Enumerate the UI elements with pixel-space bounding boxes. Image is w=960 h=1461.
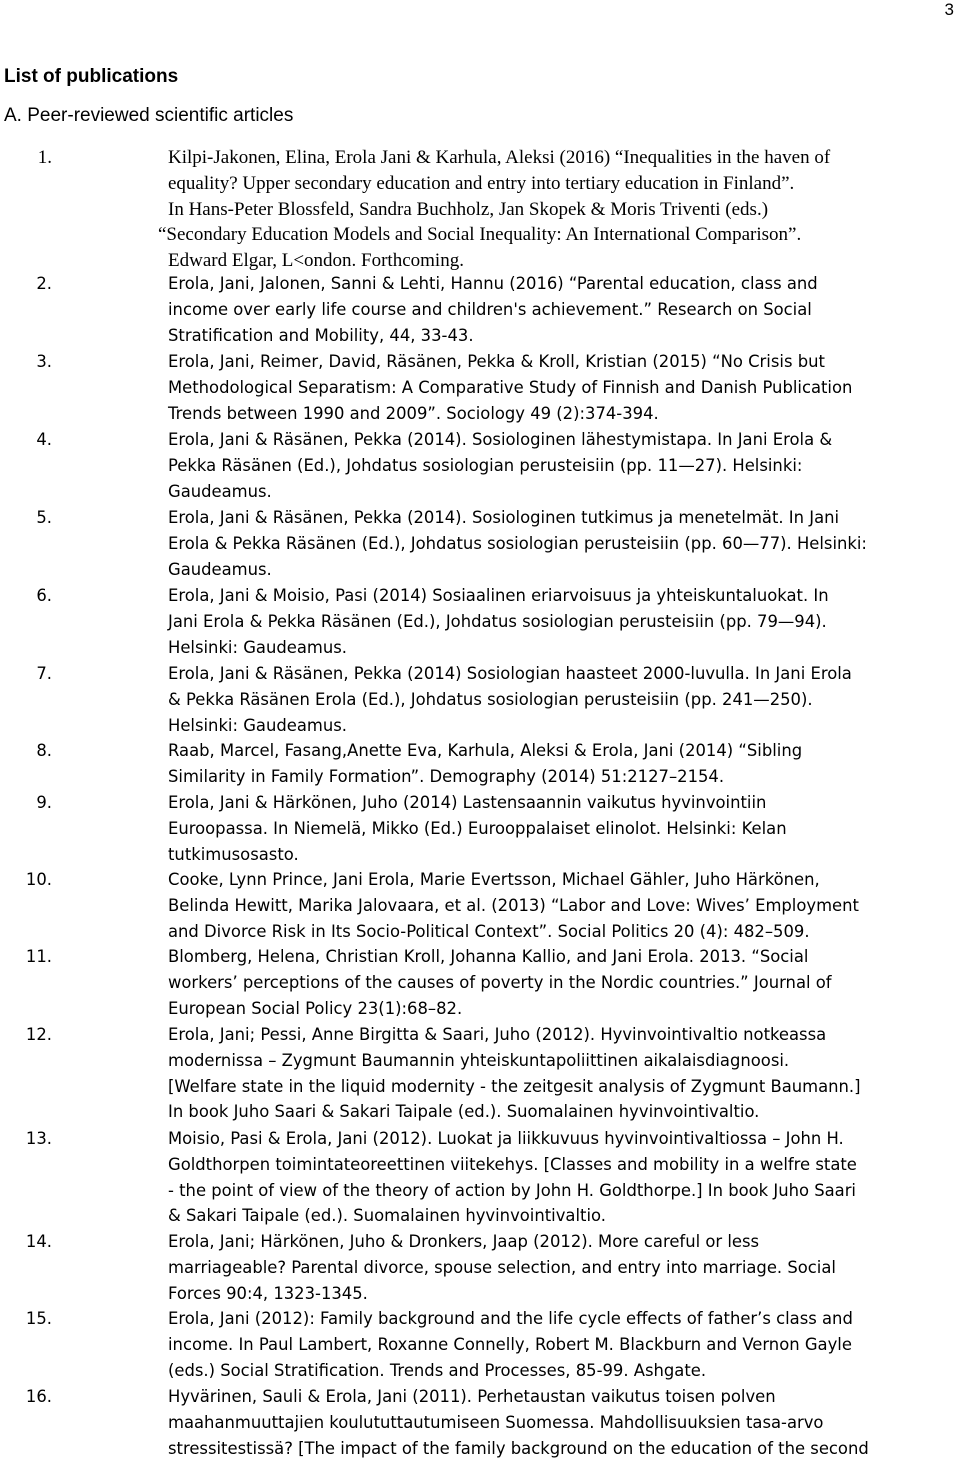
entry-line: Erola & Pekka Räsänen (Ed.), Johdatus sosiologian perusteisiin (pp. 60—77). Helsinki:	[168, 533, 867, 553]
entry-line: Jani Erola & Pekka Räsänen (Ed.), Johdatus sosiologian perusteisiin (pp. 79—94).	[168, 611, 827, 631]
entry-line: tutkimusosasto.	[168, 844, 299, 864]
entry-line: & Sakari Taipale (ed.). Suomalainen hyvinvointivaltio.	[168, 1206, 606, 1226]
entry-line: Erola, Jani & Moisio, Pasi (2014) Sosiaalinen eriarvoisuus ja yhteiskuntaluokat. In	[168, 586, 829, 605]
entry-line: Pekka Räsänen (Ed.), Johdatus sosiologian perusteisiin (pp. 11—27). Helsinki:	[168, 455, 803, 475]
entry-number: 2.	[36, 274, 52, 293]
entry-number: 5.	[36, 508, 52, 527]
entry-line: Erola, Jani & Härkönen, Juho (2014) Lastensaannin vaikutus hyvinvointiin	[168, 793, 767, 812]
entry-number: 6.	[36, 586, 52, 605]
entry-line: - the point of view of the theory of action by John H. Goldthorpe.] In book Juho Saari	[168, 1180, 856, 1200]
entry-line: and Divorce Risk in Its Socio-Political Context”. Social Politics 20 (4): 482–509.	[168, 921, 810, 941]
entry-number: 13.	[25, 1129, 52, 1148]
entry-line: workers’ perceptions of the causes of poverty in the Nordic countries.” Journal of	[168, 972, 832, 992]
entry-number: 9.	[36, 793, 52, 812]
entry-line: Moisio, Pasi & Erola, Jani (2012). Luokat ja liikkuvuus hyvinvointivaltiossa – John H.	[168, 1129, 844, 1148]
entry-line: Helsinki: Gaudeamus.	[168, 637, 347, 657]
entry-line: Stratification and Mobility, 44, 33-43.	[168, 325, 474, 345]
entry-line: Helsinki: Gaudeamus.	[168, 715, 347, 735]
entry-number: 3.	[36, 352, 52, 371]
entry-line: Cooke, Lynn Prince, Jani Erola, Marie Evertsson, Michael Gähler, Juho Härkönen,	[168, 870, 820, 889]
entry-number: 11.	[25, 947, 52, 966]
entry-line: modernissa – Zygmunt Baumannin yhteiskuntapoliittinen aikalaisdiagnoosi.	[168, 1050, 790, 1070]
entry-line: [Welfare state in the liquid modernity - the zeitgesit analysis of Zygmunt Baumann.]	[168, 1076, 861, 1096]
entry-line: European Social Policy 23(1):68–82.	[168, 998, 463, 1018]
entry-number: 7.	[36, 664, 52, 683]
entry-line: Erola, Jani, Jalonen, Sanni & Lehti, Hannu (2016) “Parental education, class and	[168, 274, 818, 293]
entry-line: income. In Paul Lambert, Roxanne Connelly, Robert M. Blackburn and Vernon Gayle	[168, 1334, 852, 1354]
entry-number: 12.	[25, 1025, 52, 1044]
entry-line: Erola, Jani, Reimer, David, Räsänen, Pekka & Kroll, Kristian (2015) “No Crisis but	[168, 352, 825, 371]
entry-number: 1.	[37, 147, 52, 168]
entry-line: Euroopassa. In Niemelä, Mikko (Ed.) Eurooppalaiset elinolot. Helsinki: Kelan	[168, 818, 787, 838]
entry-line: Erola, Jani & Räsänen, Pekka (2014) Sosiologian haasteet 2000-luvulla. In Jani Erola	[168, 664, 852, 683]
entry-line: Gaudeamus.	[168, 559, 272, 579]
entry-number: 10.	[25, 870, 52, 889]
entry-line: In book Juho Saari & Sakari Taipale (ed.). Suomalainen hyvinvointivaltio.	[168, 1102, 760, 1122]
entry-number: 8.	[36, 741, 52, 760]
entry-line: maahanmuuttajien koulututtautumiseen Suomessa. Mahdollisuuksien tasa-arvo	[168, 1412, 824, 1432]
entry-line: marriageable? Parental divorce, spouse selection, and entry into marriage. Social	[168, 1257, 836, 1277]
section-title: A. Peer-reviewed scientific articles	[4, 105, 294, 126]
entry-line: Edward Elgar, L<ondon. Forthcoming.	[168, 250, 464, 272]
entry-line: Hyvärinen, Sauli & Erola, Jani (2011). Perhetaustan vaikutus toisen polven	[168, 1387, 776, 1406]
entry-line: Similarity in Family Formation”. Demography (2014) 51:2127–2154.	[168, 766, 725, 786]
entry-line: Raab, Marcel, Fasang,Anette Eva, Karhula, Aleksi & Erola, Jani (2014) “Sibling	[168, 741, 803, 760]
entry-line: Methodological Separatism: A Comparative Study of Finnish and Danish Publication	[168, 377, 853, 397]
entry-number: 16.	[25, 1387, 52, 1406]
entry-line: “Secondary Education Models and Social Inequality: An International Comparison”.	[158, 224, 802, 246]
entry-number: 15.	[25, 1309, 52, 1328]
entry-line: In Hans-Peter Blossfeld, Sandra Buchholz, Jan Skopek & Moris Triventi (eds.)	[168, 198, 769, 220]
entry-line: Forces 90:4, 1323-1345.	[168, 1283, 368, 1303]
entry-number: 4.	[36, 430, 52, 449]
list-title: List of publications	[4, 66, 179, 87]
entry-line: Erola, Jani & Räsänen, Pekka (2014). Sosiologinen tutkimus ja menetelmät. In Jani	[168, 508, 840, 527]
entry-line: (eds.) Social Stratification. Trends and Processes, 85-99. Ashgate.	[168, 1360, 707, 1380]
entry-number: 14.	[25, 1232, 52, 1251]
entry-line: Gaudeamus.	[168, 481, 272, 501]
entry-line: & Pekka Räsänen Erola (Ed.), Johdatus sosiologian perusteisiin (pp. 241—250).	[168, 689, 813, 709]
entry-line: Blomberg, Helena, Christian Kroll, Johanna Kallio, and Jani Erola. 2013. “Social	[168, 947, 809, 966]
entry-line: Erola, Jani & Räsänen, Pekka (2014). Sosiologinen lähestymistapa. In Jani Erola &	[168, 430, 833, 449]
entry-line: Erola, Jani; Pessi, Anne Birgitta & Saari, Juho (2012). Hyvinvointivaltio notkeassa	[168, 1025, 827, 1044]
entry-line: Belinda Hewitt, Marika Jalovaara, et al. (2013) “Labor and Love: Wives’ Employment	[168, 895, 859, 915]
entry-line: Trends between 1990 and 2009”. Sociology 49 (2):374-394.	[168, 403, 659, 423]
entry-line: stressitestissä? [The impact of the family background on the education of the second	[168, 1438, 869, 1458]
entry-line: Erola, Jani; Härkönen, Juho & Dronkers, Jaap (2012). More careful or less	[168, 1232, 760, 1251]
entry-line: equality? Upper secondary education and entry into tertiary education in Finland”.	[168, 172, 795, 194]
entry-line: Erola, Jani (2012): Family background and the life cycle effects of father’s class and	[168, 1309, 853, 1328]
entry-line: income over early life course and children's achievement.” Research on Social	[168, 299, 812, 319]
page-number: 3	[944, 0, 954, 19]
entry-line: Goldthorpen toimintateoreettinen viitekehys. [Classes and mobility in a welfre state	[168, 1154, 857, 1174]
entry-line: Kilpi-Jakonen, Elina, Erola Jani & Karhula, Aleksi (2016) “Inequalities in the haven of	[168, 147, 831, 168]
